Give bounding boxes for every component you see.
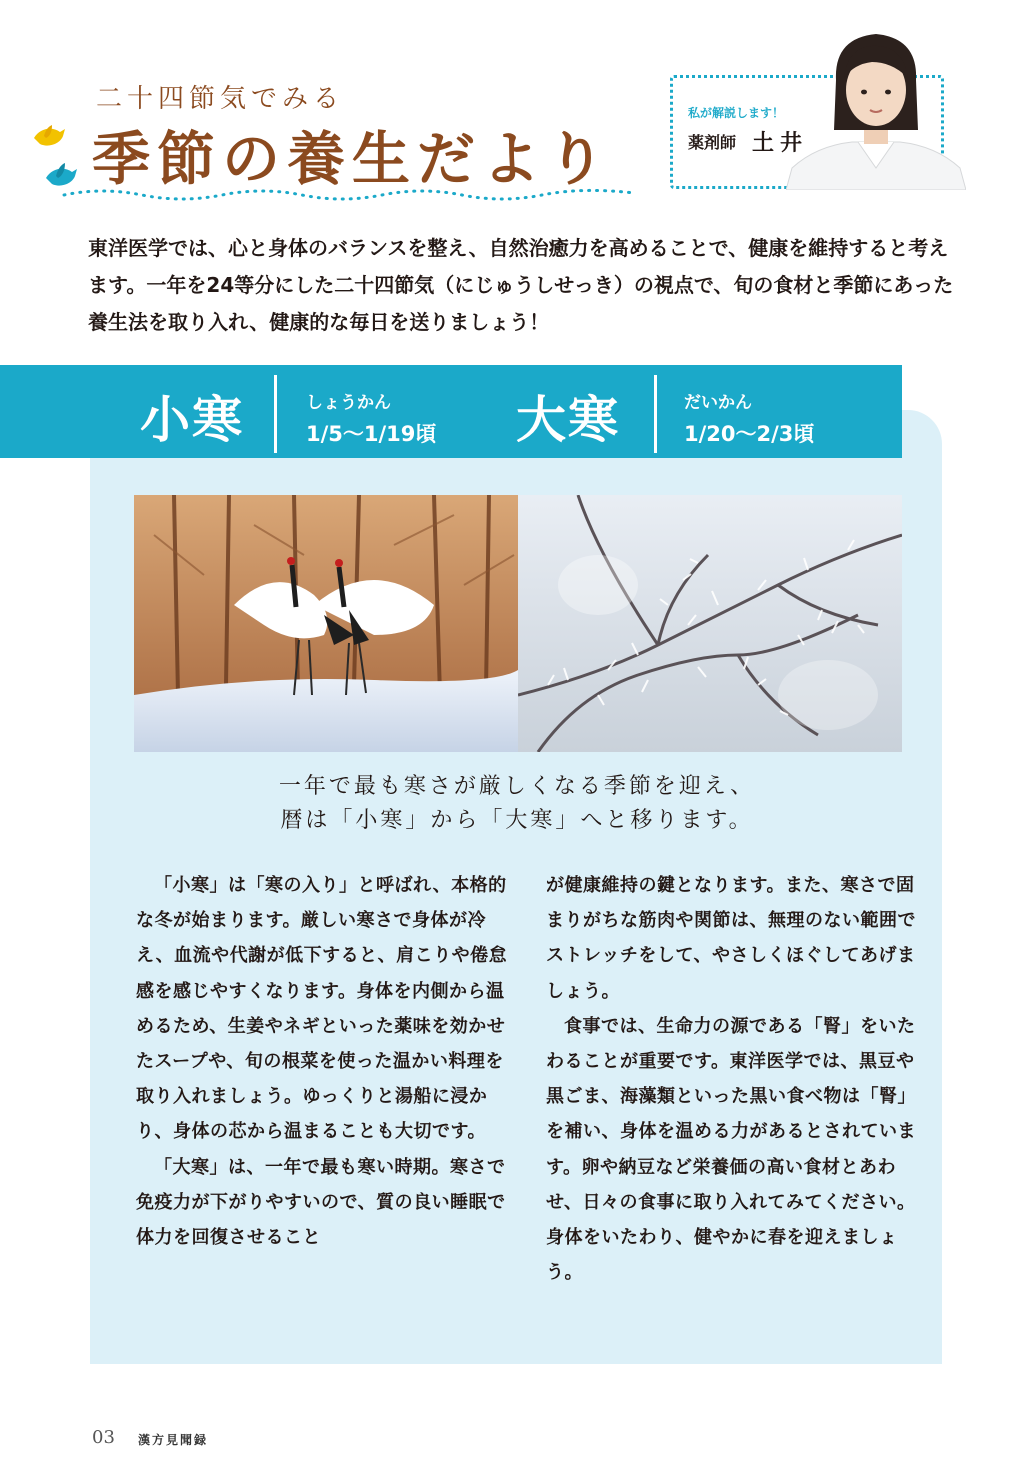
body-paragraph: 「大寒」は、一年で最も寒い時期。寒さで免疫力が下がりやすいので、質の良い睡眠で体力を回復させること bbox=[136, 1156, 506, 1249]
body-column-right bbox=[546, 868, 918, 1290]
crane-photo bbox=[134, 495, 518, 752]
body-paragraph: 「小寒」は「寒の入り」と呼ばれ、本格的な冬が始まります。厳しい寒さで身体が冷え、血流や代謝が低下すると、肩こりや倦怠感を感じやすくなります。身体を内側から温めるため、生姜やネギといった薬味を効かせたスープや、旬の根菜を使った温かい料理を取り入れましょう。ゆっくりと湯船に浸かり、身体の芯から温まることも大切です。 bbox=[136, 875, 508, 1143]
season-reading-shokan: しょうかん bbox=[306, 393, 391, 413]
pharmacist-photo bbox=[786, 18, 966, 190]
banner-tail bbox=[902, 410, 942, 460]
magazine-name: 漢方見聞録 bbox=[138, 1433, 209, 1447]
expert-intro: 私が解説します！ bbox=[688, 106, 785, 120]
season-name-daikan: 大寒 bbox=[516, 390, 620, 449]
frost-branches-photo bbox=[518, 495, 902, 752]
season-dates-daikan: 1/20〜2/3頃 bbox=[684, 422, 815, 446]
body-paragraph: が健康維持の鍵となります。また、寒さで固まりがちな筋肉や関節は、無理のない範囲でストレッチをして、やさしくほぐしてあげましょう。 bbox=[546, 875, 916, 1002]
page-subtitle: 二十四節気でみる bbox=[96, 84, 345, 114]
season-name-shokan: 小寒 bbox=[140, 390, 244, 449]
page-title: 季節の養生だより bbox=[92, 125, 613, 193]
expert-role: 薬剤師 bbox=[688, 133, 737, 152]
banner-divider bbox=[654, 375, 657, 453]
season-dates-shokan: 1/5〜1/19頃 bbox=[306, 422, 437, 446]
lead-text bbox=[92, 770, 942, 838]
yellow-bird-icon bbox=[32, 124, 66, 150]
page-number: 03 bbox=[92, 1427, 115, 1448]
season-reading-daikan: だいかん bbox=[684, 393, 752, 413]
expert-name: 土井 bbox=[752, 131, 809, 156]
body-column-left bbox=[136, 868, 508, 1255]
banner-divider bbox=[274, 375, 277, 453]
lead-line: 暦は「小寒」から「大寒」へと移ります。 bbox=[280, 808, 754, 833]
lead-line: 一年で最も寒さが厳しくなる季節を迎え、 bbox=[278, 774, 756, 799]
intro-paragraph: 東洋医学では、心と身体のバランスを整え、自然治癒力を高めることで、健康を維持すると考えます。一年を24等分にした二十四節気（にじゅうしせっき）の視点で、旬の食材と季節にあった養生法を取り入れ、健康的な毎日を送りましょう！ bbox=[88, 236, 954, 334]
title-underline-dots bbox=[62, 185, 637, 205]
body-paragraph: 食事では、生命力の源である「腎」をいたわることが重要です。東洋医学では、黒豆や黒ごま、海藻類といった黒い食べ物は「腎」を補い、身体を温める力があるとされています。卵や納豆など栄養価の高い食材とあわせ、日々の食事に取り入れてみてください。身体をいたわり、健やかに春を迎えましょう。 bbox=[546, 1015, 916, 1284]
